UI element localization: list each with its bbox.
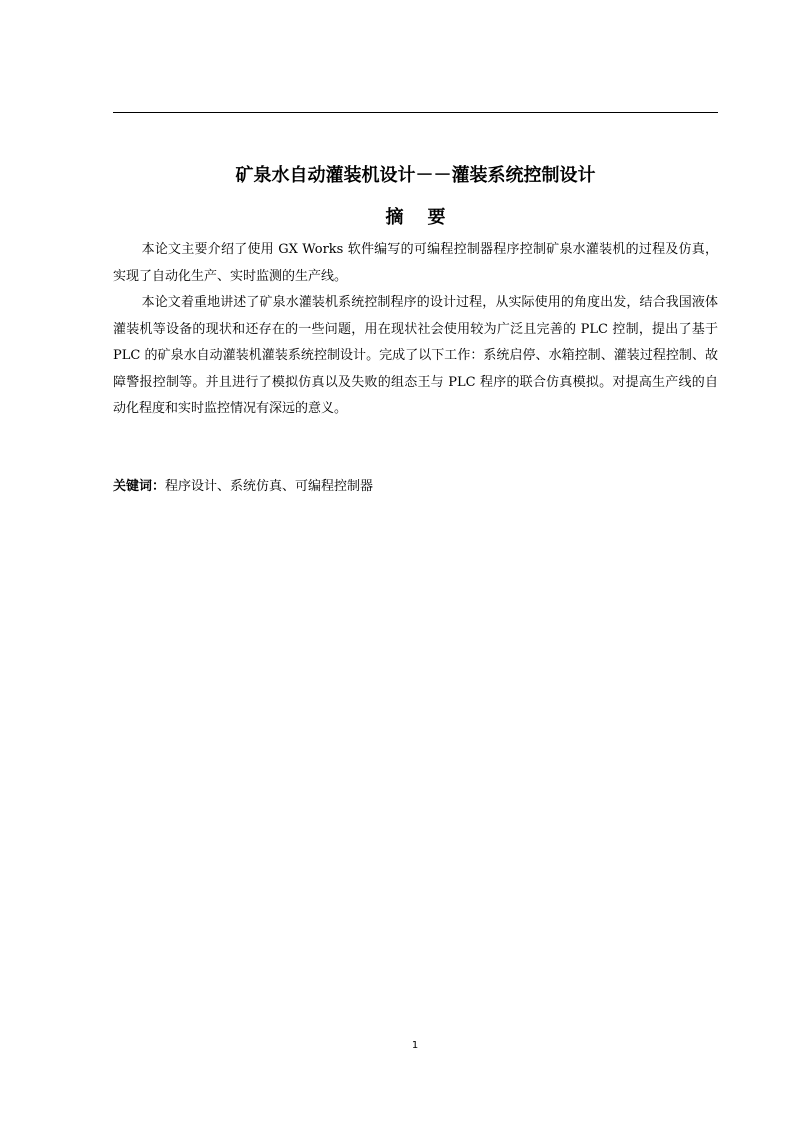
keywords-label: 关键词： xyxy=(113,479,166,494)
paper-title: 矿泉水自动灌装机设计－－灌装系统控制设计 xyxy=(235,165,596,186)
keywords-text: 程序设计、系统仿真、可编程控制器 xyxy=(165,479,374,494)
abstract-heading: 摘要 xyxy=(385,207,470,228)
header-rule xyxy=(113,112,718,113)
page-number: 1 xyxy=(411,1040,419,1051)
abstract-body xyxy=(113,237,718,423)
keywords-line xyxy=(113,475,718,499)
abstract-paragraph-1: 本论文主要介绍了使用 GX Works 软件编写的可编程控制器程序控制矿泉水灌装机的过程及仿真，实现了自动化生产、实时监测的生产线。 xyxy=(113,242,718,284)
abstract-paragraph-2: 本论文着重地讲述了矿泉水灌装机系统控制程序的设计过程，从实际使用的角度出发，结合我国液体灌装机等设备的现状和还存在的一些问题，用在现状社会使用较为广泛且完善的 PLC 控制，提出了基于 PLC 的矿泉水自动灌装机灌装系统控制设计。完成了以下工作：系统启停、水箱控制、灌装过程控制、故障警报控制等。并且进行了模拟仿真以及失败的组态王与 PLC 程序的联合仿真模拟。对提高生产线的自动化程度和实时监控情况有深远的意义。 xyxy=(113,295,718,416)
